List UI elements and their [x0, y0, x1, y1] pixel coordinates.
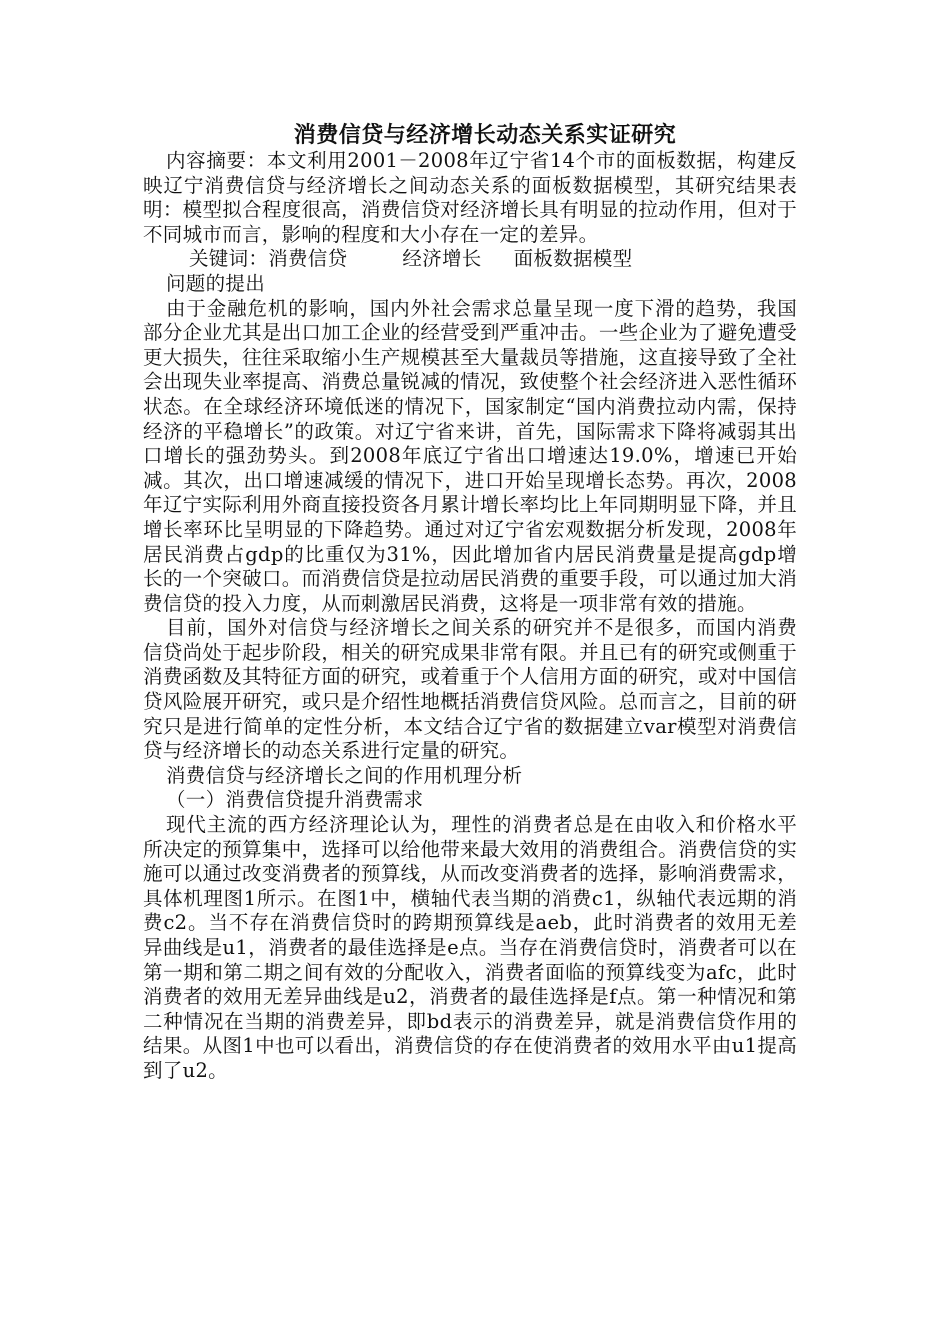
keyword-item: 面板数据模型: [513, 247, 633, 271]
keywords-line: [143, 247, 797, 272]
keyword-label: 关键词：消费信贷: [189, 247, 348, 271]
section-heading: 消费信贷与经济增长之间的作用机理分析: [166, 763, 523, 787]
body-paragraph: 目前，国外对信贷与经济增长之间关系的研究并不是很多，而国内消费信贷尚处于起步阶段，相关的研究成果非常有限。并且已有的研究或侧重于消费函数及其特征方面的研究，或着重于个人信用方面的研究，或对中国信贷风险展开研究，或只是介绍性地概括消费信贷风险。总而言之，目前的研究只是进行简单的定性分析，本文结合辽宁省的数据建立var模型对消费信贷与经济增长的动态关系进行定量的研究。: [143, 616, 797, 763]
subsection-heading: （一）消费信贷提升消费需求: [166, 788, 424, 812]
section-heading: 问题的提出: [166, 271, 266, 295]
body-paragraph: 现代主流的西方经济理论认为，理性的消费者总是在由收入和价格水平所决定的预算集中，选择可以给他带来最大效用的消费组合。消费信贷的实施可以通过改变消费者的预算线，从而改变消费者的选择，影响消费需求，具体机理图1所示。在图1中，横轴代表当期的消费c1，纵轴代表远期的消费c2。当不存在消费信贷时的跨期预算线是aeb，此时消费者的效用无差异曲线是u1，消费者的最佳选择是e点。当存在消费信贷时，消费者可以在第一期和第二期之间有效的分配收入，消费者面临的预算线变为afc，此时消费者的效用无差异曲线是u2，消费者的最佳选择是f点。第一种情况和第二种情况在当期的消费差异，即bd表示的消费差异，就是消费信贷作用的结果。从图1中也可以看出，消费信贷的存在使消费者的效用水平由u1提高到了u2。: [143, 813, 797, 1082]
body-paragraph: 由于金融危机的影响，国内外社会需求总量呈现一度下滑的趋势，我国部分企业尤其是出口加工企业的经营受到严重冲击。一些企业为了避免遭受更大损失，往往采取缩小生产规模甚至大量裁员等措施，这直接导致了全社会出现失业率提高、消费总量锐减的情况，致使整个社会经济进入恶性循环状态。在全球经济环境低迷的情况下，国家制定“国内消费拉动内需，保持经济的平稳增长”的政策。对辽宁省来讲，首先，国际需求下降将减弱其出口增长的强劲势头。到2008年底辽宁省出口增速达19.0%，增速已开始减。其次，出口增速减缓的情况下，进口开始呈现增长态势。再次，2008年辽宁实际利用外商直接投资各月累计增长率均比上年同期明显下降，并且增长率环比呈明显的下降趋势。通过对辽宁省宏观数据分析发现，2008年居民消费占gdp的比重仅为31%，因此增加省内居民消费量是提高gdp增长的一个突破口。而消费信贷是拉动居民消费的重要手段，可以通过加大消费信贷的投入力度，从而刺激居民消费，这将是一项非常有效的措施。: [143, 296, 797, 615]
document-page: [143, 121, 797, 1084]
abstract: 内容摘要：本文利用2001－2008年辽宁省14个市的面板数据，构建反映辽宁消费信贷与经济增长之间动态关系的面板数据模型，其研究结果表明：模型拟合程度很高，消费信贷对经济增长具有明显的拉动作用，但对于不同城市而言，影响的程度和大小存在一定的差异。: [143, 149, 797, 246]
keyword-item: 经济增长: [402, 247, 482, 271]
document-title: 消费信贷与经济增长动态关系实证研究: [293, 122, 677, 148]
